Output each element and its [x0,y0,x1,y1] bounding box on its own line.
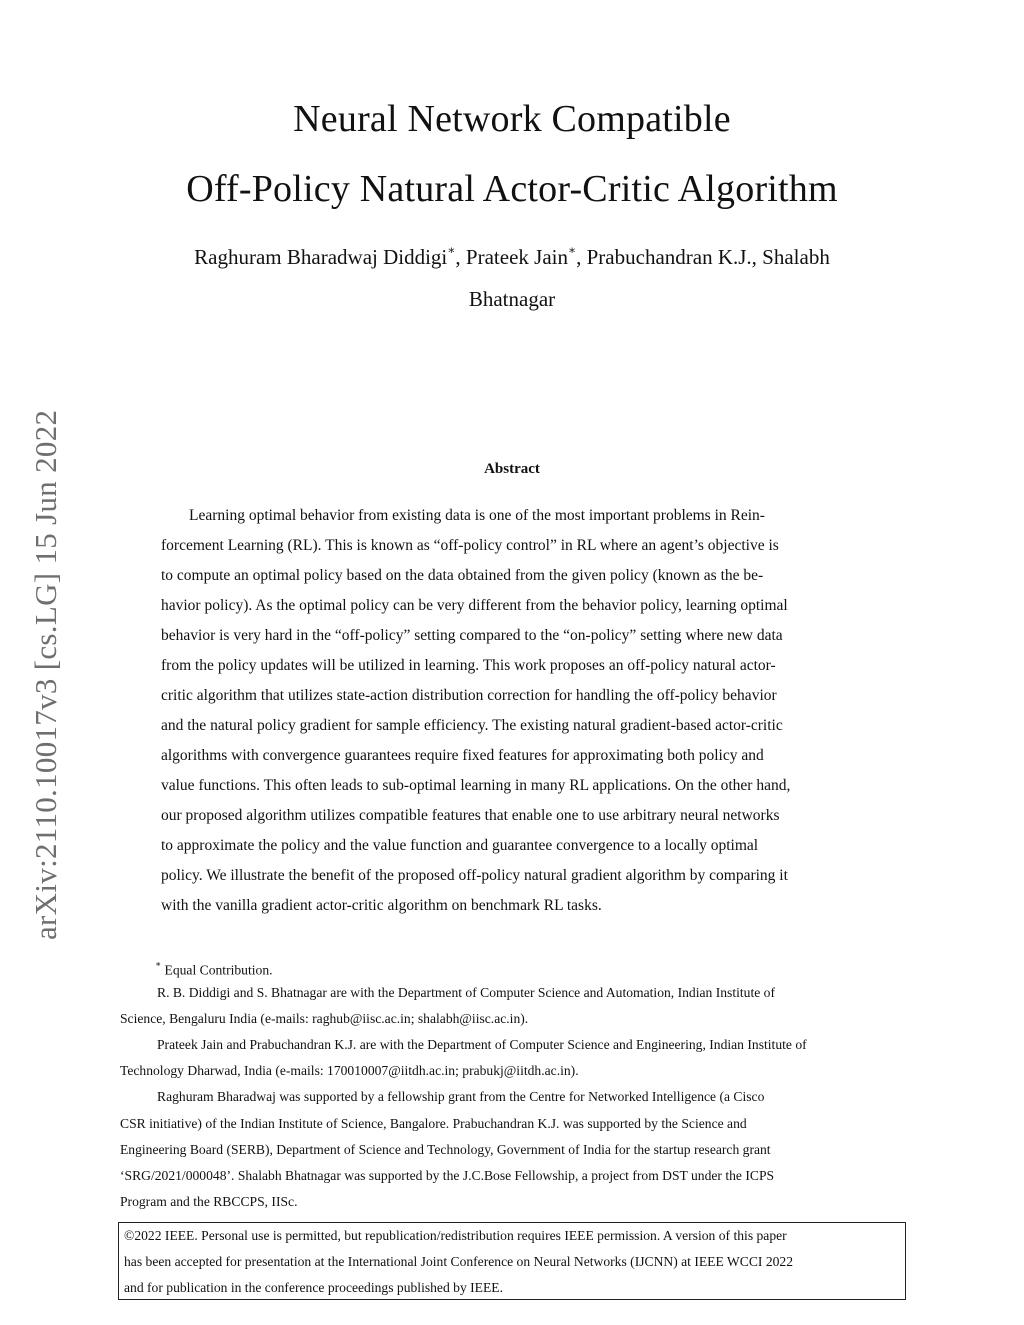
footnote-line: CSR initiative) of the Indian Institute of Science, Bangalore. Prabuchandran K.J. was supported by the Science and [120,1116,747,1131]
abstract-line: with the vanilla gradient actor-critic algorithm on benchmark RL tasks. [161,897,602,914]
copyright-line: ©2022 IEEE. Personal use is permitted, but republication/redistribution requires IEEE permission. A version of this paper [124,1228,787,1243]
abstract-line: Learning optimal behavior from existing data is one of the most important problems in Rein- [189,507,765,524]
author-list [0,243,1024,269]
abstract-line: behavior is very hard in the “off-policy” setting compared to the “on-policy” setting where new data [161,627,783,644]
footnote-line: R. B. Diddigi and S. Bhatnagar are with the Department of Computer Science and Automation, Indian Institute of [157,985,776,1000]
author-name: , Prateek Jain [455,245,568,269]
footnote-line: Raghuram Bharadwaj was supported by a fellowship grant from the Centre for Networked Intelligence (a Cisco [157,1089,765,1104]
abstract-line: policy. We illustrate the benefit of the proposed off-policy natural gradient algorithm by comparing it [161,867,788,884]
abstract-line: to compute an optimal policy based on the data obtained from the given policy (known as the be- [161,567,764,584]
arxiv-identifier-stamp: arXiv:2110.10017v3 [cs.LG] 15 Jun 2022 [28,409,63,940]
footnote-line: Program and the RBCCPS, IISc. [120,1194,298,1209]
copyright-notice-box [118,1222,906,1300]
paper-title-line-2: Off-Policy Natural Actor-Critic Algorithm [186,168,838,210]
abstract-line: algorithms with convergence guarantees require fixed features for approximating both policy and [161,747,764,764]
footnote-line: Prateek Jain and Prabuchandran K.J. are with the Department of Computer Science and Engineering, Indian Institute of [157,1037,807,1052]
footnote-line: Science, Bengaluru India (e-mails: raghub@iisc.ac.in; shalabh@iisc.ac.in). [120,1011,529,1026]
abstract-heading: Abstract [484,461,540,477]
abstract-line: our proposed algorithm utilizes compatible features that enable one to use arbitrary neural networks [161,807,780,824]
abstract-line: and the natural policy gradient for sample efficiency. The existing natural gradient-based actor-critic [161,717,783,734]
footnote-text: Equal Contribution. [161,962,273,978]
abstract-line: to approximate the policy and the value function and guarantee convergence to a locally optimal [161,837,759,854]
copyright-line: has been accepted for presentation at the International Joint Conference on Neural Networks (IJCNN) at IEEE WCCI 2022 [124,1254,794,1269]
copyright-line: and for publication in the conference proceedings published by IEEE. [124,1280,503,1295]
abstract-line: havior policy). As the optimal policy can be very different from the behavior policy, learning optimal [161,597,788,614]
abstract-line: value functions. This often leads to sub-optimal learning in many RL applications. On the other hand, [161,777,791,794]
footnote-line: Engineering Board (SERB), Department of Science and Technology, Government of India for the startup research grant [120,1142,771,1157]
footnote-line: ‘SRG/2021/000048’. Shalabh Bhatnagar was supported by the J.C.Bose Fellowship, a project from DST under the ICPS [120,1168,775,1183]
footnote-line: Technology Dharwad, India (e-mails: 170010007@iitdh.ac.in; prabukj@iitdh.ac.in). [120,1063,579,1078]
author-name: , Prabuchandran K.J., Shalabh [576,245,830,269]
abstract-line: critic algorithm that utilizes state-action distribution correction for handling the off-policy behavior [161,687,777,704]
abstract-line: forcement Learning (RL). This is known as “off-policy control” in RL where an agent’s objective is [161,537,779,554]
abstract-body [161,505,871,925]
author-name: Raghuram Bharadwaj Diddigi [194,245,448,269]
footnote-mark: ∗ [155,959,162,969]
paper-title-line-1: Neural Network Compatible [293,98,731,140]
author-list-continued: Bhatnagar [468,287,556,311]
abstract-line: from the policy updates will be utilized in learning. This work proposes an off-policy natural actor- [161,657,776,674]
footnote-equal-contribution [155,957,273,980]
equal-contribution-mark: ∗ [447,243,456,257]
equal-contribution-mark: ∗ [567,243,577,257]
